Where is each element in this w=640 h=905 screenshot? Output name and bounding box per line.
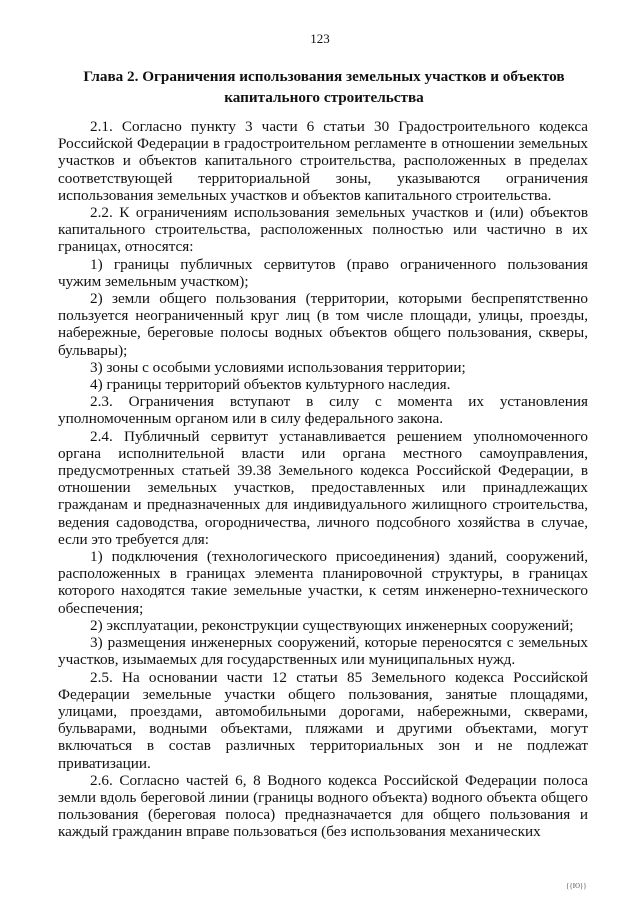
list-item-common-use-lands: 2) земли общего пользования (территории, которыми беспрепятственно пользуется неограниченный круг лиц (в том числе площади, улицы, проезды, набережные, береговые полосы водных объектов общего пользования, скверы, бульвары); [58, 290, 588, 359]
chapter-title-line-1: Глава 2. Ограничения использования земельных участков и объектов [83, 68, 565, 85]
document-body [58, 118, 588, 841]
list-item-special-zones: 3) зоны с особыми условиями использования территории; [90, 358, 466, 376]
footer-mark: {{Ю}} [566, 882, 587, 890]
list-item-connection: 1) подключения (технологического присоединения) зданий, сооружений, расположенных в границах элемента планировочной структуры, в границах которого находятся такие земельные участки, к сетям инженерно-технического обеспечения; [58, 548, 588, 617]
chapter-title [60, 66, 588, 108]
list-item-public-servitudes: 1) границы публичных сервитутов (право ограниченного пользования чужим земельным участком); [58, 255, 588, 290]
page-number: 123 [310, 31, 330, 46]
paragraph-2-4: 2.4. Публичный сервитут устанавливается решением уполномоченного органа исполнительной власти или органа местного самоуправления, предусмотренных статьей 39.38 Земельного кодекса Российской Федерации, в отношении земельных участков, предоставленных или принадлежащих гражданам и предназначенных для индивидуального жилищного строительства, ведения садоводства, огородничества, личного подсобного хозяйства в случае, если это требуется для: [58, 427, 588, 548]
paragraph-2-5: 2.5. На основании части 12 статьи 85 Земельного кодекса Российской Федерации земельные участки общего пользования, занятые площадями, улицами, проездами, автомобильными дорогами, набережными, скверами, бульварами, водными объектами, пляжами и другими объектами, могут включаться в состав различных территориальных зон и не подлежат приватизации. [58, 668, 588, 772]
list-item-exploitation: 2) эксплуатации, реконструкции существующих инженерных сооружений; [90, 616, 574, 634]
chapter-title-line-2: капитального строительства [224, 89, 424, 106]
paragraph-2-1: 2.1. Согласно пункту 3 части 6 статьи 30 Градостроительного кодекса Российской Федерации в градостроительном регламенте в отношении земельных участков и объектов капитального строительства, расположенных в пределах соответствующей территориальной зоны, указываются ограничения использования земельных участков и объектов капитального строительства. [58, 118, 588, 204]
paragraph-2-3: 2.3. Ограничения вступают в силу с момента их установления уполномоченным органом или в силу федерального закона. [58, 393, 588, 428]
list-item-relocation: 3) размещения инженерных сооружений, которые переносятся с земельных участков, изымаемых для государственных или муниципальных нужд. [58, 634, 588, 669]
list-item-cultural-heritage: 4) границы территорий объектов культурного наследия. [90, 376, 451, 394]
paragraph-2-6: 2.6. Согласно частей 6, 8 Водного кодекса Российской Федерации полоса земли вдоль береговой линии (границы водного объекта) водного объекта общего пользования (береговая полоса) предназначается для общего пользования и каждый гражданин вправе пользоваться (без использования механических [58, 771, 588, 841]
paragraph-2-2: 2.2. К ограничениям использования земельных участков и (или) объектов капитального строительства, расположенных полностью или частично в их границах, относятся: [58, 204, 588, 256]
